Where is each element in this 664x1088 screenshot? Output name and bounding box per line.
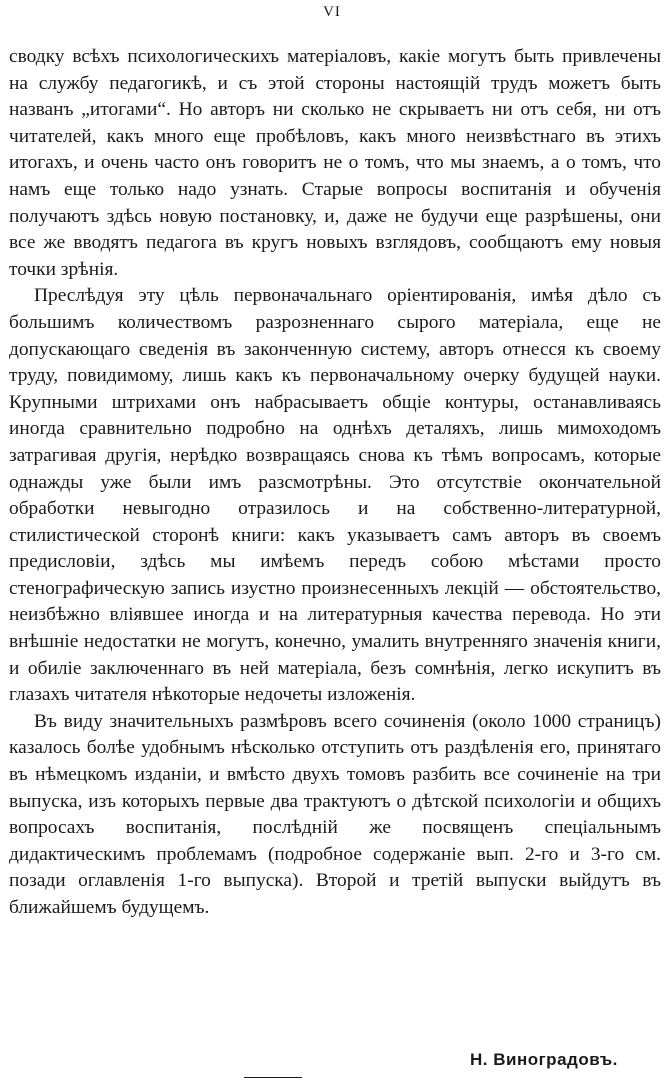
closing-rule (244, 1077, 302, 1078)
paragraph-2: Преслѣдуя эту цѣль первоначальнаго оріентированія, имѣя дѣло съ большимъ количествомъ разрозненнаго сырого матеріала, еще не допускающаго сведенія въ законченную систему, авторъ отнесся къ своему труду, повидимому, лишь какъ къ первоначальному очерку будущей науки. Крупными штрихами онъ набрасываетъ общіе контуры, останавливаясь иногда сравнительно подробно на однѣхъ деталяхъ, лишь мимоходомъ затрагивая другія, нерѣдко возвращаясь снова къ тѣмъ вопросамъ, которые однажды уже были имъ разсмотрѣны. Это отсутствіе окончательной обработки невыгодно отразилось и на собственно-литературной, стилистической сторонѣ книги: какъ указываетъ самъ авторъ въ своемъ предисловіи, здѣсь мы имѣемъ передъ собою мѣстами просто стенографическую запись изустно произнесенныхъ лекцій — обстоятельство, неизбѣжно вліявшее иногда и на литературныя качества перевода. Но эти внѣшніе недостатки не могутъ, конечно, умалить внутренняго значенія книги, и обиліе заключеннаго въ ней матеріала, безъ сомнѣнія, легко искупитъ въ глазахъ читателя нѣкоторые недочеты изложенія. (9, 285, 661, 706)
body-text (9, 44, 661, 922)
signature: Н. Виноградовъ. (470, 1050, 618, 1069)
paragraph-1: сводку всѣхъ психологическихъ матеріаловъ, какіе могутъ быть привлечены на службу педагогикѣ, и съ этой стороны настоящій трудъ можетъ быть названъ „итогами“. Но авторъ ни сколько не скрываетъ ни отъ себя, ни отъ читателей, какъ много еще пробѣловъ, какъ много неизвѣстнаго въ этихъ итогахъ, и очень часто онъ говоритъ не о томъ, что мы знаемъ, а о томъ, что намъ еще только надо узнать. Старые вопросы воспитанія и обученія получаютъ здѣсь новую постановку, и, даже не будучи еще разрѣшены, они все же вводятъ педагога въ кругъ новыхъ взглядовъ, сообщаютъ ему новыя точки зрѣнія. (9, 46, 661, 280)
paragraph-3: Въ виду значительныхъ размѣровъ всего сочиненія (около 1000 страницъ) казалось болѣе удобнымъ нѣсколько отступить отъ раздѣленія его, принятаго въ нѣмецкомъ изданіи, и вмѣсто двухъ томовъ разбить все сочиненіе на три выпуска, изъ которыхъ первые два трактуютъ о дѣтской психологіи и общихъ вопросахъ воспитанія, послѣдній же посвященъ спеціальнымъ дидактическимъ проблемамъ (подробное содержаніе вып. 2-го и 3-го см. позади оглавленія 1-го выпуска). Второй и третій выпуски выйдутъ въ ближайшемъ будущемъ. (9, 710, 661, 918)
page-number: VI (323, 4, 341, 20)
